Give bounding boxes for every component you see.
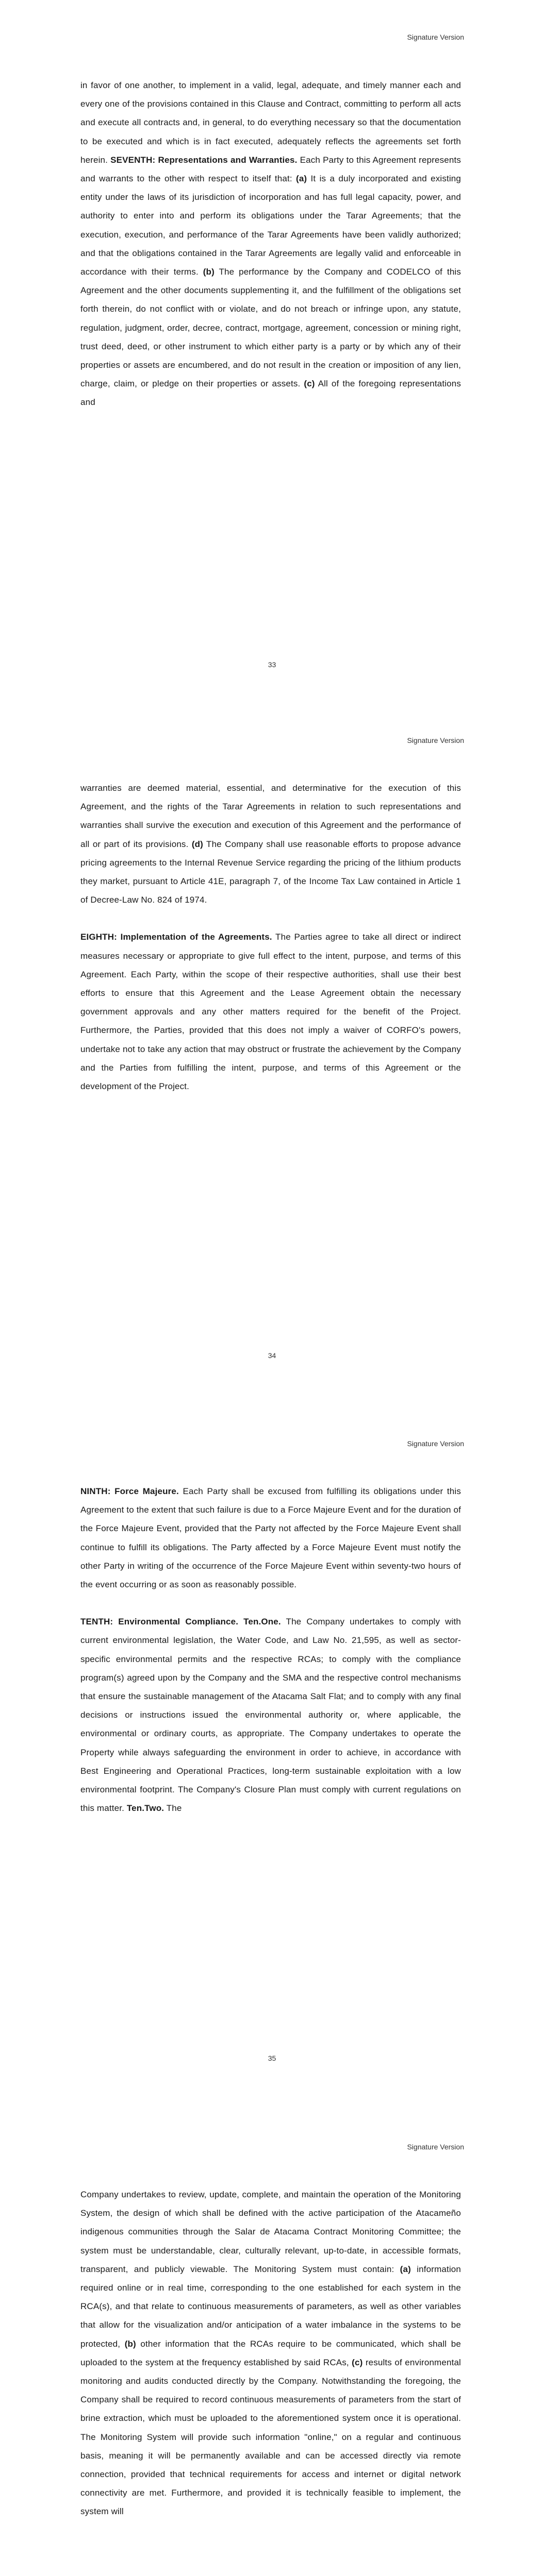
item-marker: (b) bbox=[124, 2338, 136, 2349]
paragraph-text: All of the foregoing representations and bbox=[80, 379, 461, 408]
page-header: Signature Version bbox=[407, 33, 464, 41]
page-body bbox=[80, 2185, 461, 2521]
page-header: Signature Version bbox=[407, 736, 464, 744]
paragraph bbox=[80, 76, 461, 412]
paragraph bbox=[80, 1482, 461, 1594]
page-number: 33 bbox=[268, 660, 276, 669]
item-marker: (c) bbox=[304, 379, 315, 389]
paragraph-text: in favor of one another, to implement in a valid, legal, adequate, and timely manner each and every one of the provisions contained in this Clause and Contract, committing to perform all acts and execute all contracts and, in general, to do everything necessary so that the documentation to be executed and which is in fact executed, adequately reflects the agreements set forth herein. bbox=[80, 80, 461, 165]
paragraph-text: The bbox=[164, 1803, 182, 1814]
page-body bbox=[80, 76, 461, 412]
paragraph-text: warranties are deemed material, essential, and determinative for the execution of this Agreement, and the rights of the Tarar Agreements in relation to such representations and warranties shall survive the execution and execution of this Agreement and the performance of all or part of its provisions. bbox=[80, 783, 461, 849]
paragraph-text: other information that the RCAs require to be communicated, which shall be uploaded to the system at the frequency established by said RCAs, bbox=[80, 2338, 461, 2367]
item-marker: (a) bbox=[400, 2264, 411, 2274]
paragraph-text: information required online or in real time, corresponding to the one established for each system in the RCA(s), and that relate to continuous measurements of parameters, as well as other variables that allow for the visualization and/or anticipation of a water imbalance in the systems to be protected, bbox=[80, 2264, 461, 2349]
paragraph bbox=[80, 2185, 461, 2521]
page-body bbox=[80, 1482, 461, 1818]
paragraph-text: Each Party to this Agreement represents and warrants to the other with respect to itself that: bbox=[80, 155, 461, 184]
section-heading: TENTH: Environmental Compliance. Ten.One. bbox=[80, 1617, 281, 1627]
document-page-33 bbox=[0, 0, 544, 703]
section-heading: SEVENTH: Representations and Warranties. bbox=[110, 155, 298, 165]
section-subheading: Ten.Two. bbox=[126, 1803, 164, 1814]
paragraph-text: results of environmental monitoring and audits conducted directly by the Company. Notwithstanding the foregoing, the Company shall be required to record continuous measurements of parameters from the start of brine extraction, which must be uploaded to the aforementioned system once it is operational. The Monitoring System will provide such information "online," on a regular and continuous basis, meaning it will be permanently available and can be accessed directly via remote connection, provided that technical requirements for access and internet or digital network connectivity are met. Furthermore, and provided it is technically feasible to implement, the system will bbox=[80, 2357, 461, 2517]
paragraph-text: The Company shall use reasonable efforts to propose advance pricing agreements to the Internal Revenue Service regarding the pricing of the lithium products they market, pursuant to Article 41E, paragraph 7, of the Income Tax Law contained in Article 1 of Decree-Law No. 824 of 1974. bbox=[80, 839, 461, 905]
document-page-36 bbox=[0, 2110, 544, 2576]
document-page-34 bbox=[0, 703, 544, 1406]
paragraph-text: Each Party shall be excused from fulfilling its obligations under this Agreement to the extent that such failure is due to a Force Majeure Event and for the duration of the Force Majeure Event, provided that the Party not affected by the Force Majeure Event shall continue to fulfill its obligations. The Party affected by a Force Majeure Event must notify the other Party in writing of the occurrence of the Force Majeure Event within seventy-two hours of the event occurring or as soon as reasonably possible. bbox=[80, 1486, 461, 1590]
page-number: 34 bbox=[268, 1351, 276, 1360]
section-heading: EIGHTH: Implementation of the Agreements. bbox=[80, 932, 272, 942]
item-marker: (d) bbox=[191, 839, 203, 849]
section-heading: NINTH: Force Majeure. bbox=[80, 1486, 179, 1496]
page-number: 35 bbox=[268, 2054, 276, 2062]
paragraph-text: Company undertakes to review, update, complete, and maintain the operation of the Monitoring System, the design of which shall be defined with the active participation of the Atacameño indigenous communities through the Salar de Atacama Contract Monitoring Committee; the system must be understandable, clear, culturally relevant, up-to-date, in accessible formats, transparent, and publicly viewable. The Monitoring System must contain: bbox=[80, 2190, 461, 2274]
page-header: Signature Version bbox=[407, 1439, 464, 1448]
paragraph-text: It is a duly incorporated and existing entity under the laws of its jurisdiction of incorporation and has full legal capacity, power, and authority to enter into and perform its obligations under the Tarar Agreements; that the execution, execution, and performance of the Tarar Agreements have been validly authorized; and that the obligations contained in the Tarar Agreements are legally valid and enforceable in accordance with their terms. bbox=[80, 174, 461, 277]
item-marker: (a) bbox=[296, 174, 307, 184]
page-header: Signature Version bbox=[407, 2143, 464, 2151]
page-body bbox=[80, 779, 461, 1096]
item-marker: (b) bbox=[203, 267, 215, 277]
document-page-35 bbox=[0, 1406, 544, 2110]
paragraph-text: The Company undertakes to comply with current environmental legislation, the Water Code, and Law No. 21,595, as well as sector-specific environmental permits and the respective RCAs; to comply with the compliance program(s) agreed upon by the Company and the SMA and the respective control mechanisms that ensure the sustainable management of the Atacama Salt Flat; and to comply with any final decisions or instructions issued the environmental authority or, where applicable, the environmental or ordinary courts, as appropriate. The Company undertakes to operate the Property while always safeguarding the environment in order to achieve, in accordance with Best Engineering and Operational Practices, long-term sustainable exploitation with a low environmental footprint. The Company's Closure Plan must comply with current regulations on this matter. bbox=[80, 1617, 461, 1814]
paragraph bbox=[80, 779, 461, 909]
paragraph-text: The performance by the Company and CODELCO of this Agreement and the other documents supplementing it, and the fulfillment of the obligations set forth therein, do not conflict with or violate, and do not breach or infringe upon, any statute, regulation, judgment, order, decree, contract, mortgage, agreement, concession or mining right, trust deed, deed, or other instrument to which either party is a party or by which any of their properties or assets are encumbered, and do not result in the creation or imposition of any lien, charge, claim, or pledge on their properties or assets. bbox=[80, 267, 461, 389]
item-marker: (c) bbox=[352, 2357, 363, 2367]
paragraph-text: The Parties agree to take all direct or indirect measures necessary or appropriate to give full effect to the intent, purpose, and terms of this Agreement. Each Party, within the scope of their respective authorities, shall use their best efforts to ensure that this Agreement and the Lease Agreement obtain the necessary government approvals and any other matters required for the benefit of the Project. Furthermore, the Parties, provided that this does not imply a waiver of CORFO's powers, undertake not to take any action that may obstruct or frustrate the achievement by the Company and the Parties from fulfilling the intent, purpose, and terms of this Agreement or the development of the Project. bbox=[80, 932, 461, 1092]
paragraph bbox=[80, 1613, 461, 1818]
paragraph bbox=[80, 928, 461, 1096]
